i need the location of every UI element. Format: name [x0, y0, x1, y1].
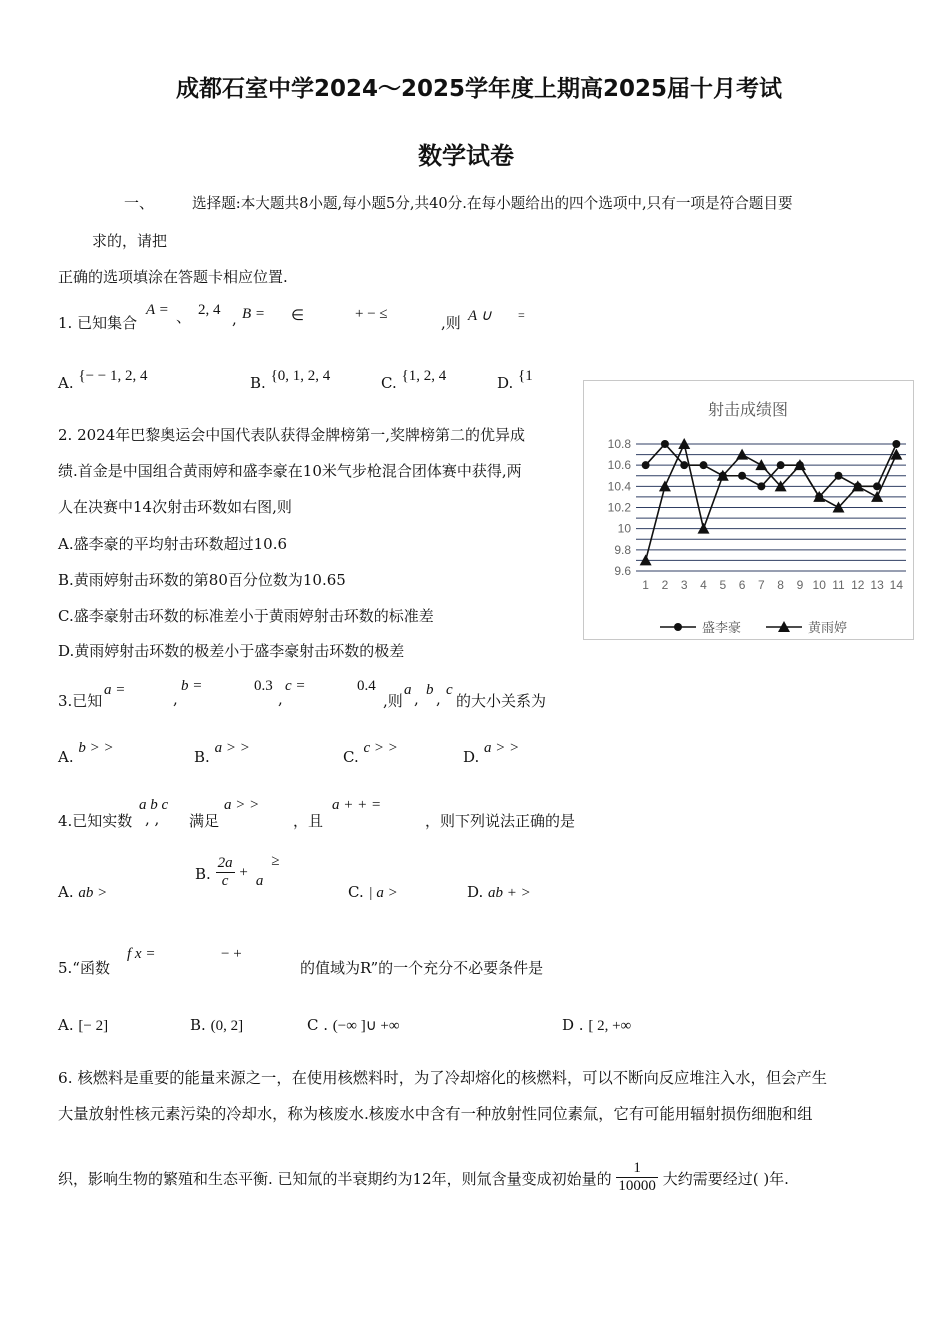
q3-option-b-label: B.: [194, 748, 210, 766]
q3-option-b[interactable]: [194, 738, 250, 766]
q1-stem: [58, 312, 137, 333]
q1-option-d-text: {1: [518, 368, 533, 384]
q5-option-c[interactable]: [307, 1016, 400, 1035]
q4-option-b-rel: ≥: [271, 852, 280, 869]
q5-option-a[interactable]: [58, 1016, 108, 1035]
q5-option-c-label: C .: [307, 1016, 329, 1034]
q5-option-a-label: A.: [58, 1016, 74, 1034]
q5-ops: − +: [221, 946, 242, 962]
q4-cond1-prefix: 满足: [189, 812, 220, 830]
q3-option-a-text: b > >: [78, 740, 114, 756]
data-point-circle: [835, 472, 843, 480]
q4-option-b[interactable]: [195, 852, 280, 890]
q5-option-d-text: [ 2, +∞: [588, 1018, 632, 1034]
q4-suffix: ，则下列说法正确的是: [425, 812, 576, 830]
q4-option-b-plus: +: [239, 864, 248, 881]
q6-fraction: [616, 1160, 658, 1195]
q4-option-c-label: C.: [348, 883, 364, 901]
q4-option-a-label: A.: [58, 883, 74, 901]
data-point-triangle: [755, 459, 767, 470]
q4-option-b-frac1-num: 2a: [217, 855, 233, 871]
q3-c-expr: c =: [285, 678, 306, 694]
q3-then: ,则: [383, 692, 403, 710]
q5-option-b-text: (0, 2]: [210, 1018, 244, 1034]
q3-prefix: 3.已知: [58, 692, 103, 710]
q1-union: A ∪: [468, 308, 492, 324]
x-tick-label: 7: [758, 578, 765, 592]
q4-option-d-label: D.: [467, 883, 484, 901]
q1-option-a-text: {− − 1, 2, 4: [78, 368, 148, 384]
data-point-circle: [661, 440, 669, 448]
q6-fraction-num: 1: [633, 1160, 641, 1176]
q5-option-a-text: [− 2]: [78, 1018, 109, 1034]
data-point-circle: [777, 461, 785, 469]
q6-line1: 6. 核燃料是重要的能量来源之一，在使用核燃料时，为了冷却熔化的核燃料，可以不断向反应堆注入水，但会产生: [58, 1069, 828, 1087]
q4-option-b-frac1-den: c: [216, 872, 235, 890]
q1-set-a-part: 、: [176, 310, 192, 326]
q3-sep1: ,: [173, 690, 178, 708]
q4-option-c[interactable]: [348, 883, 398, 902]
q5-suffix: 的值域为R”的一个充分不必要条件是: [300, 959, 544, 977]
section-intro-line2: 求的，请把: [92, 232, 168, 250]
q3-sep2: ,: [278, 690, 283, 708]
q3-var-a: a: [404, 682, 412, 698]
q4-cond1: a > >: [224, 797, 260, 813]
section-intro-line1: 选择题:本大题共8小题,每小题5分,共40分.在每小题给出的四个选项中,只有一项是符合题目要: [192, 195, 793, 212]
q4-prefix: 4.已知实数: [58, 812, 133, 830]
q5-func: f x =: [127, 946, 156, 962]
q5-prefix: 5.“函数: [58, 959, 110, 977]
q6-line2: 大量放射性核元素污染的冷却水，称为核废水.核废水中含有一种放射性同位素氚，它有可能用辐射损伤细胞和组: [58, 1105, 813, 1123]
q2-option-c[interactable]: C.盛李豪射击环数的标准差小于黄雨婷射击环数的标准差: [58, 607, 434, 625]
x-tick-label: 5: [719, 578, 727, 592]
q2-line1: 2. 2024年巴黎奥运会中国代表队获得金牌榜第一,奖牌榜第二的优异成: [58, 426, 526, 444]
q4-option-b-frac2-den: a: [255, 872, 264, 889]
page-title: 成都石室中学2024～2025学年度上期高2025届十月考试: [176, 76, 783, 102]
q1-option-b-text: {0, 1, 2, 4: [270, 368, 331, 384]
q1-then: ,则: [441, 314, 461, 332]
x-tick-label: 4: [700, 578, 707, 592]
q4-cond2-prefix: ，且: [293, 812, 324, 830]
x-tick-label: 3: [680, 578, 688, 592]
legend-label: 黄雨婷: [808, 620, 848, 635]
q2-option-a[interactable]: A.盛李豪的平均射击环数超过10.6: [58, 535, 288, 553]
y-tick-label: 10.2: [607, 500, 631, 515]
x-tick-label: 12: [851, 578, 865, 592]
q1-option-c-label: C.: [381, 374, 397, 392]
data-point-circle: [757, 482, 765, 490]
data-point-triangle: [871, 491, 883, 502]
q3-suffix: 的大小关系为: [456, 692, 547, 710]
q3-a-expr: a =: [104, 682, 126, 698]
q4-option-a-text: ab >: [78, 885, 108, 901]
x-tick-label: 13: [870, 578, 884, 592]
q1-set-b: B =: [242, 306, 266, 322]
shooting-score-chart: [583, 380, 914, 640]
x-tick-label: 11: [832, 578, 845, 592]
q3-option-c-label: C.: [343, 748, 359, 766]
q5-option-d[interactable]: [562, 1016, 631, 1035]
q1-set-b-ops: + − ≤: [355, 306, 388, 322]
q1-option-b[interactable]: [250, 366, 331, 392]
chart-canvas: [584, 381, 913, 639]
q5-option-d-label: D .: [562, 1016, 584, 1034]
q1-option-d[interactable]: [497, 366, 533, 392]
q3-option-c[interactable]: [343, 738, 398, 766]
q3-var-sep2: ,: [436, 690, 441, 708]
q4-option-d[interactable]: [467, 883, 531, 902]
q3-option-d[interactable]: [463, 738, 520, 766]
q5-option-c-text: (−∞ ]∪ +∞: [332, 1018, 400, 1034]
q1-sep: ,: [232, 310, 237, 328]
q1-eq: =: [518, 308, 525, 322]
q6-fraction-den: 10000: [618, 1178, 656, 1194]
q3-option-d-text: a > >: [484, 740, 520, 756]
q1-set-a-values: 2, 4: [198, 302, 221, 318]
q6-line3-text: 织，影响生物的繁殖和生态平衡. 已知氚的半衰期约为12年，则氚含量变成初始量的: [58, 1169, 612, 1188]
q5-option-b-label: B.: [190, 1016, 206, 1034]
legend-label: 盛李豪: [702, 620, 742, 635]
q1-option-c-text: {1, 2, 4: [401, 368, 447, 384]
page-subtitle: 数学试卷: [418, 142, 514, 170]
q1-prefix: 1. 已知集合: [58, 314, 138, 332]
y-tick-label: 9.8: [614, 542, 631, 557]
chart-title: 射击成绩图: [707, 402, 789, 419]
q4-vars: a b c: [139, 797, 169, 813]
q2-option-b[interactable]: B.黄雨婷射击环数的第80百分位数为10.65: [58, 571, 346, 589]
data-point-circle: [892, 440, 900, 448]
y-tick-label: 10.4: [607, 479, 631, 494]
x-tick-label: 10: [812, 578, 826, 592]
y-tick-label: 10.6: [607, 458, 631, 473]
x-tick-label: 14: [889, 578, 904, 592]
data-point-circle: [680, 461, 688, 469]
q4-vars-sep: , ,: [145, 810, 160, 828]
q1-option-d-label: D.: [497, 374, 514, 392]
section-intro-line3: 正确的选项填涂在答题卡相应位置.: [58, 268, 288, 286]
q2-line3: 人在决赛中14次射击环数如右图,则: [58, 498, 292, 516]
q3-b-val: 0.3: [254, 678, 273, 694]
q5-option-b[interactable]: [190, 1016, 243, 1035]
q1-option-a-label: A.: [58, 374, 74, 392]
x-tick-label: 2: [661, 578, 669, 592]
q3-var-b: b: [426, 682, 434, 698]
q6-line3-suffix: 大约需要经过( )年.: [662, 1169, 789, 1188]
q1-option-a[interactable]: [58, 366, 148, 392]
q6-line3: [58, 1160, 789, 1195]
x-tick-label: 1: [642, 578, 649, 592]
y-tick-label: 9.6: [614, 564, 631, 578]
q1-set-b-rel: ∈: [291, 308, 305, 324]
data-point-circle: [738, 472, 746, 480]
q4-option-c-text: | a >: [368, 885, 398, 901]
q2-option-d[interactable]: D.黄雨婷射击环数的极差小于盛李豪射击环数的极差: [58, 642, 405, 660]
x-tick-label: 8: [777, 578, 784, 592]
q4-option-b-frac2-num: [253, 856, 267, 873]
data-point-circle: [700, 461, 708, 469]
data-point-circle: [642, 461, 650, 469]
q2-line2: 绩.首金是中国组合黄雨婷和盛李豪在10米气步枪混合团体赛中获得,两: [58, 462, 522, 480]
q4-option-a[interactable]: [58, 883, 107, 902]
q3-var-sep1: ,: [414, 690, 419, 708]
q1-option-c[interactable]: [381, 366, 447, 392]
q4-cond2: a + + =: [332, 797, 382, 813]
q3-option-a[interactable]: [58, 738, 114, 766]
q4-option-b-label: B.: [195, 864, 211, 883]
q3-option-a-label: A.: [58, 748, 74, 766]
q1-option-b-label: B.: [250, 374, 266, 392]
q3-option-d-label: D.: [463, 748, 480, 766]
q3-c-val: 0.4: [357, 678, 376, 694]
legend-marker-circle: [674, 623, 682, 631]
q3-option-c-text: c > >: [363, 740, 398, 756]
x-tick-label: 9: [796, 578, 804, 592]
q3-var-c: c: [446, 682, 453, 698]
q4-option-b-frac1: [216, 855, 235, 890]
q3-b-expr: b =: [181, 678, 203, 694]
q1-set-a: A =: [146, 302, 169, 318]
y-tick-label: 10: [617, 521, 631, 536]
q3-option-b-text: a > >: [214, 740, 250, 756]
section-number: 一、: [124, 194, 155, 212]
x-tick-label: 6: [738, 578, 746, 592]
y-tick-label: 10.8: [607, 437, 631, 451]
q4-option-d-text: ab + >: [488, 885, 531, 901]
q4-option-b-frac2: [253, 856, 267, 890]
